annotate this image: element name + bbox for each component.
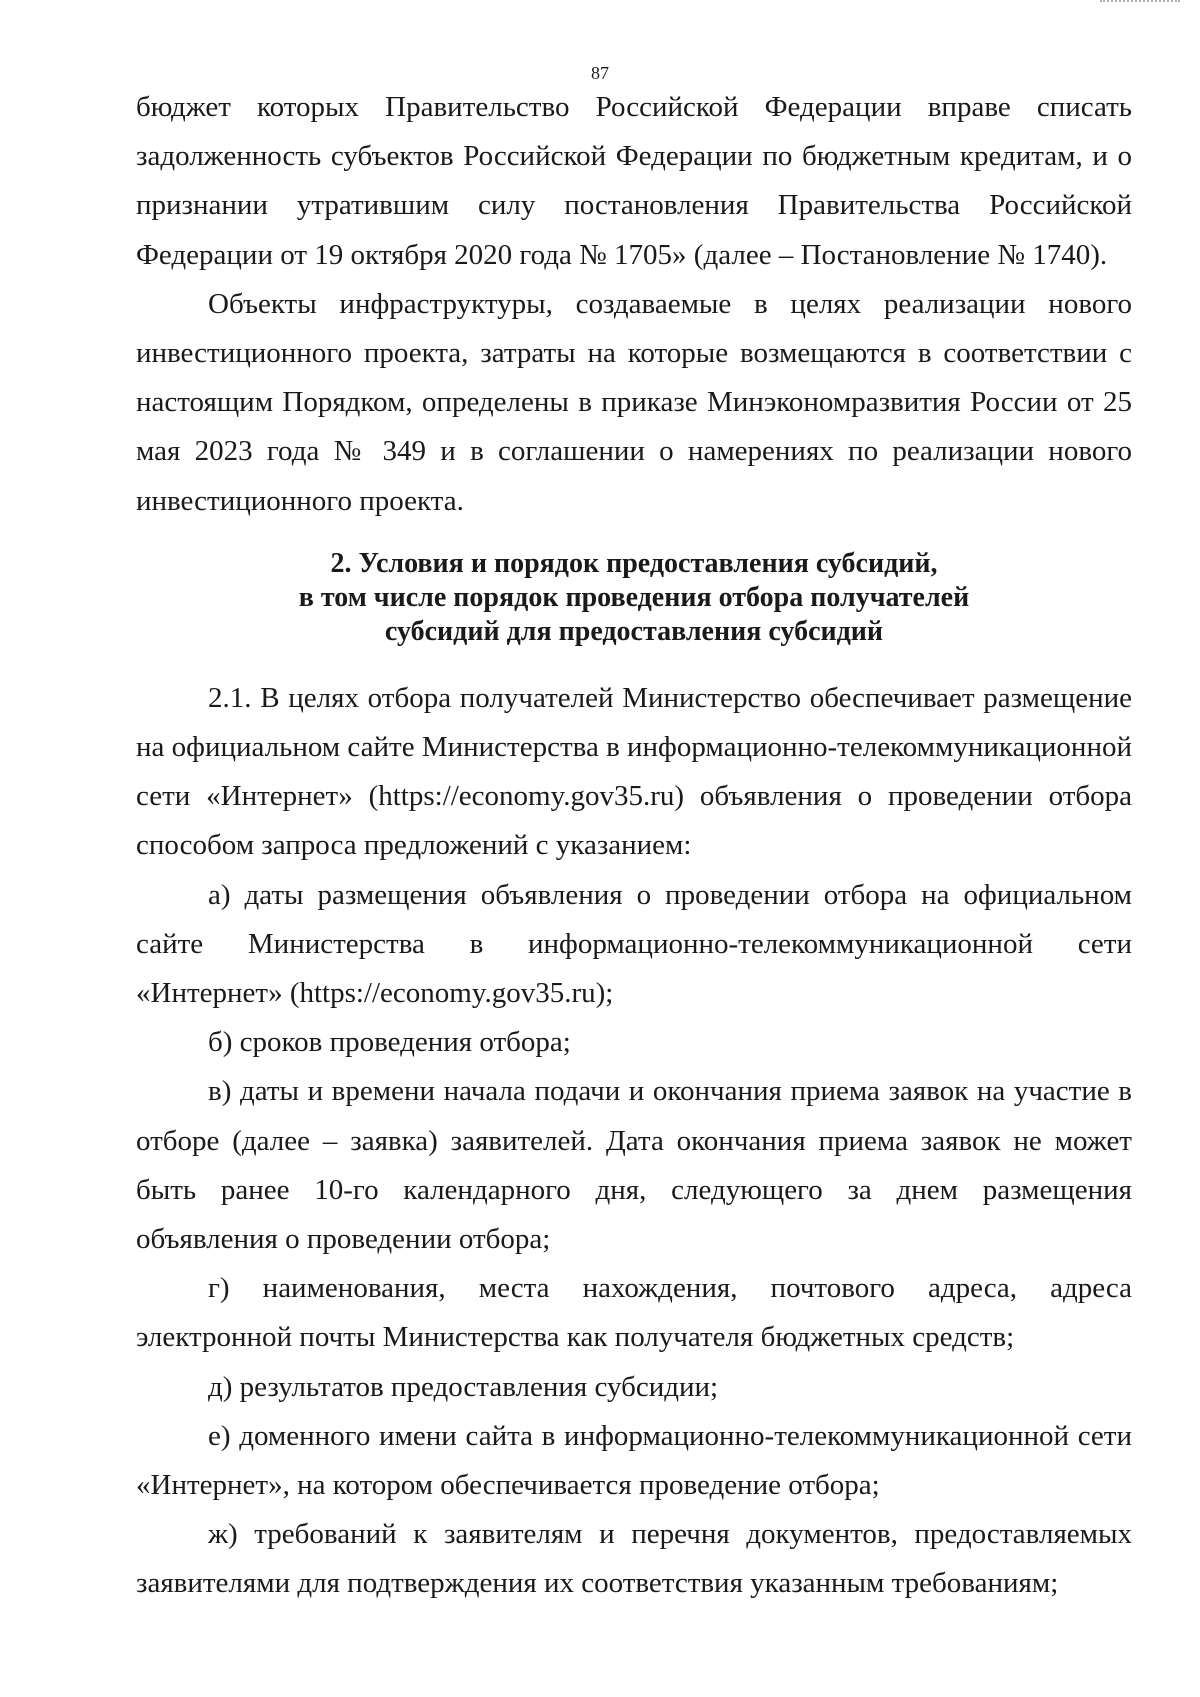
section-heading bbox=[136, 547, 1132, 649]
page-number: 87 bbox=[591, 63, 609, 83]
clause-a: а) даты размещения объявления о проведении отбора на официальном сайте Министерства в информационно-телекоммуникационной сети «Интернет» (https://economy.gov35.ru); bbox=[136, 878, 1132, 1010]
paragraph-infrastructure: Объекты инфраструктуры, создаваемые в целях реализации нового инвестиционного проекта, затраты на которые возмещаются в соответствии с настоящим Порядком, определены в приказе Минэкономразвития России от 25 мая 2023 года № 349 и в соглашении о намерениях по реализации нового инвестиционного проекта. bbox=[136, 287, 1132, 517]
clause-e: е) доменного имени сайта в информационно-телекоммуникационной сети «Интернет», на котором обеспечивается проведение отбора; bbox=[136, 1419, 1132, 1502]
clause-v: в) даты и времени начала подачи и окончания приема заявок на участие в отборе (далее – заявка) заявителей. Дата окончания приема заявок не может быть ранее 10-го календарного дня, следующего за днем размещения объявления о проведении отбора; bbox=[136, 1075, 1132, 1256]
clause-b: б) сроков проведения отбора; bbox=[208, 1026, 571, 1059]
clause-zh: ж) требований к заявителям и перечня документов, предоставляемых заявителями для подтверждения их соответствия указанным требованиям; bbox=[136, 1518, 1132, 1600]
clause-2-1: 2.1. В целях отбора получателей Министерство обеспечивает размещение на официальном сайте Министерства в информационно-телекоммуникационной сети «Интернет» (https://economy.gov35.ru) объявления о проведении отбора способом запроса предложений с указанием: bbox=[136, 681, 1132, 862]
clause-d: д) результатов предоставления субсидии; bbox=[208, 1370, 719, 1403]
clause-g: г) наименования, места нахождения, почтового адреса, адреса электронной почты Министерства как получателя бюджетных средств; bbox=[136, 1272, 1132, 1354]
document-body bbox=[136, 83, 1132, 1609]
scan-corner-mark bbox=[1100, 0, 1180, 6]
section-heading-line-3: субсидий для предоставления субсидий bbox=[384, 615, 884, 647]
section-heading-line-2: в том числе порядок проведения отбора получателей bbox=[298, 581, 970, 613]
section-heading-line-1: 2. Условия и порядок предоставления субсидий, bbox=[330, 547, 938, 579]
paragraph-continuation: бюджет которых Правительство Российской Федерации вправе списать задолженность субъектов Российской Федерации по бюджетным кредитам, и о признании утратившим силу постановления Правительства Российской Федерации от 19 октября 2020 года № 1705» (далее – Постановление № 1740). bbox=[136, 91, 1132, 271]
